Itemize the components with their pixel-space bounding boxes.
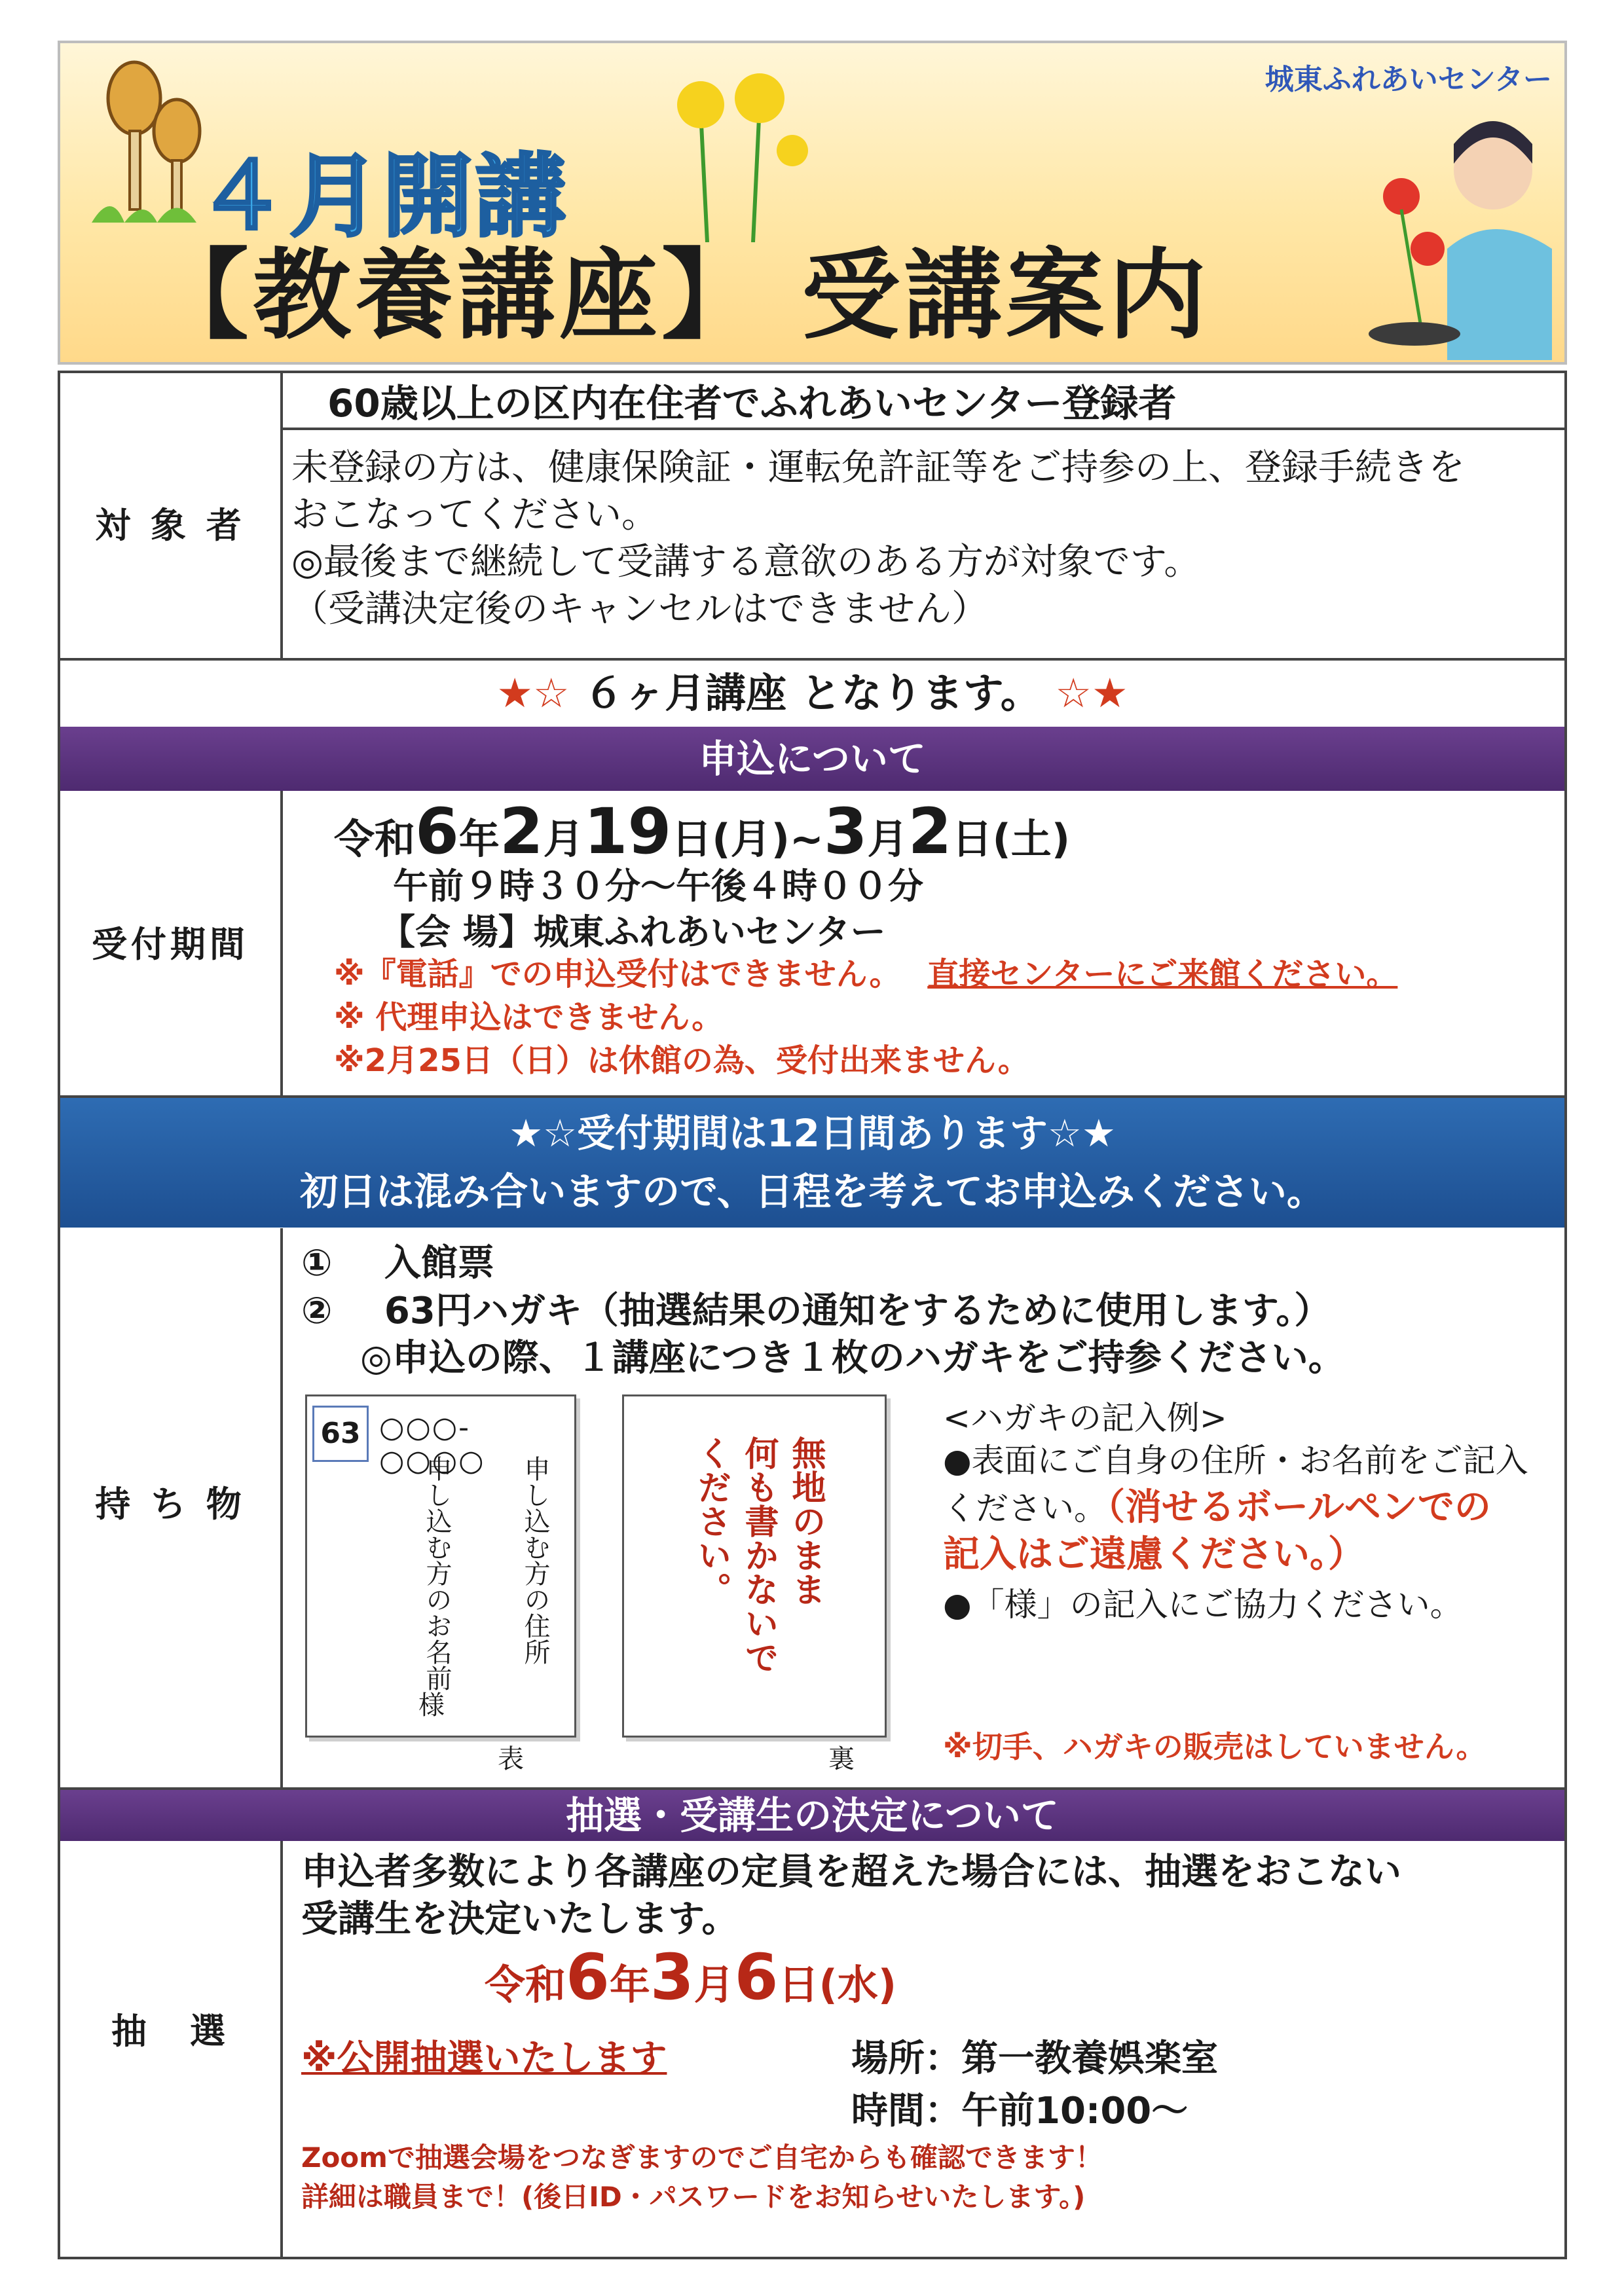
date-unit: 年 [458, 815, 500, 863]
item-text: 入館票 [384, 1242, 494, 1285]
date-unit: 日(土) [951, 815, 1071, 863]
date-unit: 年 [609, 1961, 650, 2009]
lottery-date [485, 1938, 896, 2024]
lottery-text-1: 申込者多数により各講座の定員を超えた場合には、抽選をおこない [301, 1851, 1401, 1893]
back-text-1: 無地のまま [786, 1436, 825, 1606]
page-title: 【教養講座】 受講案内 [151, 239, 1211, 353]
example-line-2 [943, 1485, 1491, 1531]
period-banner [60, 1098, 1564, 1228]
date-unit: 日(月)~ [671, 815, 824, 863]
date-number: 6 [734, 1941, 779, 2014]
divider [280, 1841, 283, 2259]
postcard-back [622, 1394, 887, 1738]
sample-name: 申し込む方のお名前 [422, 1455, 452, 1691]
item-2 [301, 1288, 1331, 1334]
target-note-4: （受講決定後のキャンセルはできません） [291, 588, 988, 630]
items-note: ◎申込の際、１講座につき１枚のハガキをご持参ください。 [360, 1337, 1345, 1379]
example-line-1: ●表面にご自身の住所・お名前をご記入 [943, 1442, 1528, 1480]
date-unit: 月 [693, 1961, 735, 2009]
public-lottery: ※公開抽選いたします [301, 2037, 667, 2080]
title-month: ４月開講 [196, 144, 569, 249]
lottery-text-2: 受講生を決定いたします。 [301, 1898, 739, 1941]
zoom-note-1: Zoomで抽選会場をつなぎますのでご自宅からも確認できます！ [301, 2141, 1103, 2174]
stamp-sale-note: ※切手、ハガキの販売はしていません。 [943, 1729, 1486, 1764]
back-text-3: ください。 [692, 1436, 731, 1606]
closed-day-warning: ※2月25日（日）は休館の為、受付出来ません。 [334, 1042, 1029, 1079]
course-length-banner [60, 661, 1564, 726]
front-caption: 表 [498, 1744, 524, 1774]
date-number: 19 [583, 795, 672, 868]
target-main: 60歳以上の区内在住者でふれあいセンター登録者 [327, 381, 1177, 426]
date-number: 6 [566, 1941, 610, 2014]
visit-notice: 直接センターにご来館ください。 [927, 956, 1398, 993]
item-number: ② [301, 1290, 333, 1332]
date-unit: 月 [543, 815, 584, 863]
item-text: 63円ハガキ（抽選結果の通知をするために使用します。） [384, 1290, 1331, 1332]
woman-flower-arranging-icon [1362, 98, 1559, 360]
period-banner-line-2: 初日は混み合いますので、日程を考えてお申込みください。 [300, 1169, 1325, 1214]
date-unit: 月 [867, 815, 908, 863]
course-length-text: ６ヶ月講座 となります。 [583, 669, 1041, 717]
date-number: 3 [823, 795, 868, 868]
proxy-warning: ※ 代理申込はできません。 [334, 999, 724, 1036]
lottery-place: 場所：第一教養娯楽室 [851, 2037, 1218, 2080]
date-unit: 日(水) [778, 1961, 897, 2009]
application-header: 申込について [60, 727, 1564, 791]
postal-code: ○○○-○○○○ [379, 1411, 485, 1478]
era-text: 令和 [334, 815, 416, 863]
phone-warning-text: ※『電話』での申込受付はできません。 [334, 956, 901, 993]
date-number: 2 [908, 795, 952, 868]
period-venue: 【会 場】城東ふれあいセンター [380, 911, 886, 953]
mushroom-illustration-icon [85, 59, 210, 229]
era-text: 令和 [485, 1961, 566, 2009]
star-icon: ★☆ [496, 669, 570, 717]
postcard-front [305, 1394, 576, 1738]
sama-text: 様 [418, 1690, 445, 1721]
sample-address: 申し込む方の住所 [520, 1455, 550, 1665]
back-caption: 裏 [828, 1744, 855, 1774]
period-banner-line-1: ★☆受付期間は12日間あります☆★ [509, 1111, 1116, 1156]
target-label: 対 象 者 [95, 505, 246, 546]
center-name: 城東ふれあいセンター [1264, 63, 1552, 96]
erasable-pen-warning: （消せるボールペンでの [1107, 1486, 1491, 1529]
example-text: ください。 [943, 1489, 1107, 1527]
divider [280, 791, 283, 1095]
date-number: 6 [415, 795, 459, 868]
target-note-2: おこなってください。 [291, 494, 658, 536]
erasable-pen-warning-2: 記入はご遠慮ください。） [943, 1533, 1365, 1576]
lottery-time: 時間：午前10:00～ [851, 2090, 1189, 2132]
divider [280, 1228, 283, 1787]
stamp-box: 63 [312, 1406, 369, 1462]
lottery-header: 抽選・受講生の決定について [60, 1790, 1564, 1841]
item-number: ① [301, 1242, 333, 1285]
item-1 [301, 1241, 494, 1286]
target-note-1: 未登録の方は、健康保険証・運転免許証等をご持参の上、登録手続きを [291, 446, 1465, 489]
zoom-note-2: 詳細は職員まで！(後日ID・パスワードをお知らせいたします。) [301, 2181, 1086, 2213]
period-label: 受付期間 [92, 924, 249, 965]
period-date [334, 795, 1070, 875]
lottery-label: 抽 選 [111, 2011, 229, 2052]
date-number: 3 [650, 1941, 694, 2014]
date-number: 2 [499, 795, 544, 868]
phone-warning [334, 955, 1397, 994]
divider [280, 371, 283, 658]
items-label: 持 ち 物 [95, 1484, 246, 1525]
period-time: 午前９時３０分～午後４時００分 [393, 866, 923, 907]
star-icon: ☆★ [1055, 669, 1128, 717]
back-text-2: 何も書かないで [739, 1436, 778, 1674]
divider [280, 428, 1564, 430]
target-note-3: ◎最後まで継続して受講する意欲のある方が対象です。 [291, 541, 1201, 583]
example-line-4: ●「様」の記入にご協力ください。 [943, 1586, 1463, 1624]
example-title: <ハガキの記入例> [943, 1399, 1227, 1437]
